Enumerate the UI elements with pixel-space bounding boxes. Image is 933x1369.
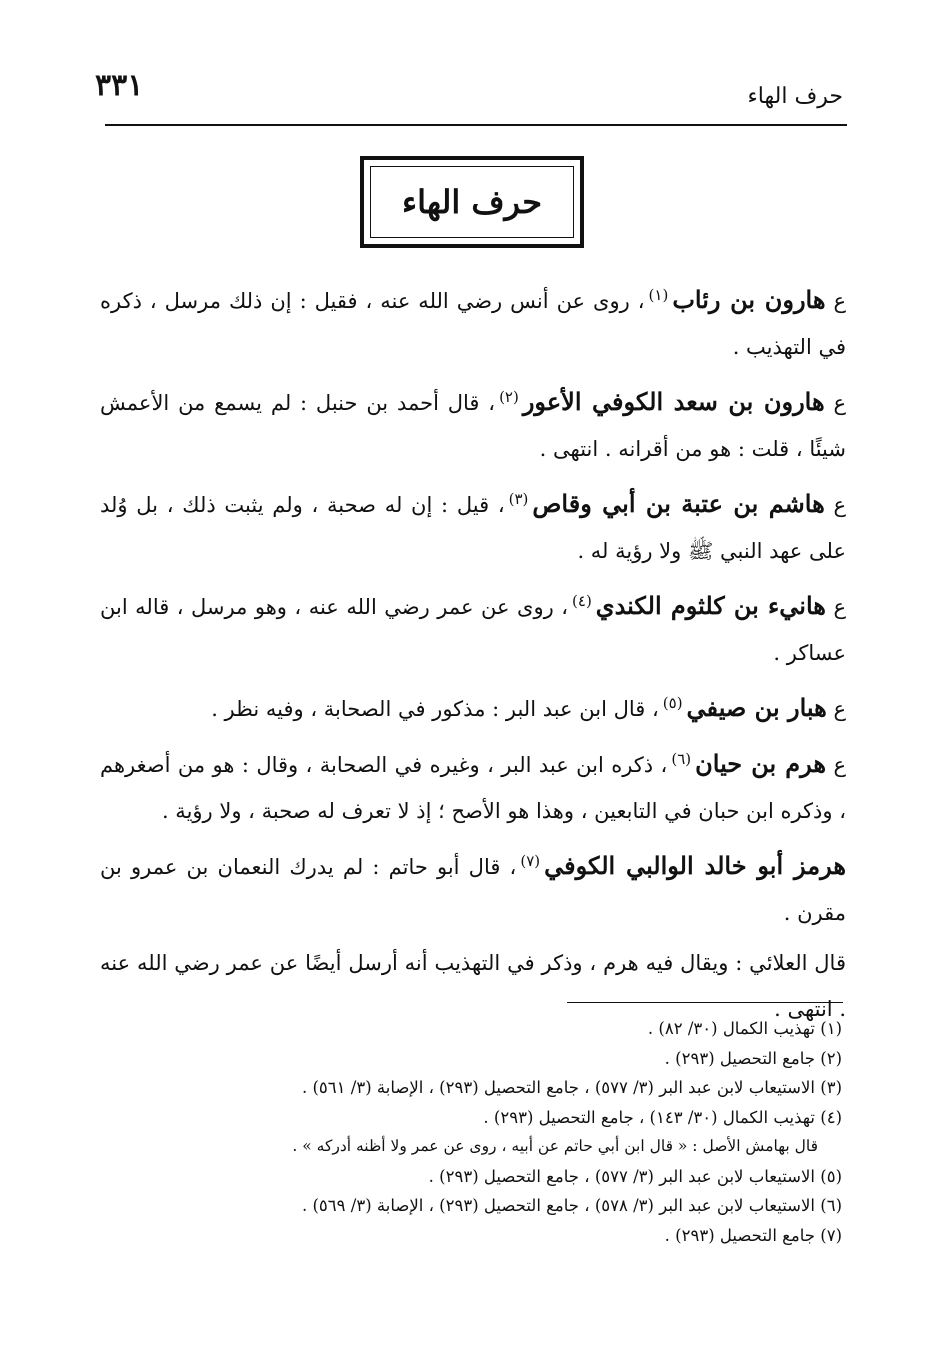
- entry-name: هبار بن صيفي: [686, 693, 827, 722]
- entry-prefix: ع: [833, 493, 846, 517]
- entry: [100, 736, 846, 834]
- header-rule: [105, 124, 847, 126]
- entry-text: ، روى عن عمر رضي الله عنه ، وهو مرسل ، قاله ابن عساكر .: [100, 595, 846, 665]
- entry-text: ، روى عن أنس رضي الله عنه ، فقيل : إن ذلك مرسل ، ذكره في التهذيب .: [100, 289, 846, 359]
- entry-text: ، قيل : إن له صحبة ، ولم يثبت ذلك ، بل وُلد على عهد النبي ﷺ ولا رؤية له .: [100, 493, 846, 563]
- footnote-ref: (٥): [662, 694, 683, 712]
- footnote-6: (٦) الاستيعاب لابن عبد البر (٣/ ٥٧٨) ، جامع التحصيل (٢٩٣) ، الإصابة (٣/ ٥٦٩) .: [301, 1196, 842, 1215]
- entry-name: هارون بن سعد الكوفي الأعور: [522, 387, 825, 416]
- footnote-ref: (١): [648, 286, 669, 304]
- footnote-4: (٤) تهذيب الكمال (٣٠/ ١٤٣) ، جامع التحصيل (٢٩٣) .: [483, 1107, 842, 1127]
- footnote-ref: (٣): [508, 490, 529, 508]
- entry: [100, 476, 846, 574]
- running-title: حرف الهاء: [747, 84, 843, 109]
- entry-text: ، قال أبو حاتم : لم يدرك النعمان بن عمرو بن مقرن .: [100, 855, 846, 925]
- entry-text: ، قال أحمد بن حنبل : لم يسمع من الأعمش شيئًا ، قلت : هو من أقرانه . انتهى .: [100, 391, 846, 461]
- footnote-4-margin-note: قال بهامش الأصل : « قال ابن أبي حاتم عن أبيه ، روى عن عمر ولا أظنه أدركه » .: [292, 1137, 818, 1155]
- body-text: [100, 272, 846, 1036]
- footnote-ref: (٦): [671, 750, 692, 768]
- footnote-1: (١) تهذيب الكمال (٣٠/ ٨٢) .: [647, 1019, 842, 1038]
- entry-text: ، ذكره ابن عبد البر ، وغيره في الصحابة ، وقال : هو من أصغرهم ، وذكره ابن حبان في التابعين ، وهذا هو الأصح ؛ إذ لا تعرف له صحبة ، ولا رؤية .: [100, 753, 846, 823]
- entry-name: هرمز أبو خالد الوالبي الكوفي: [544, 851, 846, 880]
- chapter-title: حرف الهاء: [402, 183, 542, 221]
- entry: [100, 374, 846, 472]
- chapter-title-frame: [370, 166, 574, 238]
- entry-prefix: ع: [833, 697, 846, 721]
- footnote-7: (٧) جامع التحصيل (٢٩٣) .: [664, 1225, 842, 1245]
- entry: [100, 680, 846, 732]
- entry: [100, 272, 846, 370]
- footnote-ref: (٧): [520, 852, 541, 870]
- footnote-ref: (٢): [499, 388, 519, 406]
- entry-prefix: ع: [833, 289, 846, 313]
- footnote-5: (٥) الاستيعاب لابن عبد البر (٣/ ٥٧٧) ، جامع التحصيل (٢٩٣) .: [428, 1166, 842, 1186]
- entry-name: هاشم بن عتبة بن أبي وقاص: [532, 489, 825, 518]
- entry-text: ، قال ابن عبد البر : مذكور في الصحابة ، وفيه نظر .: [211, 697, 659, 721]
- entry-name: هرم بن حيان: [695, 749, 827, 778]
- footnote-rule: [567, 1002, 843, 1003]
- entry-name: هانيء بن كلثوم الكندي: [595, 591, 826, 620]
- footnotes: [100, 1014, 842, 1250]
- entry-text: قال العلائي : ويقال فيه هرم ، وذكر في التهذيب أنه أرسل أيضًا عن عمر رضي الله عنه . انتهى .: [100, 951, 846, 1021]
- entry-prefix: ع: [833, 391, 846, 415]
- footnote-3: (٣) الاستيعاب لابن عبد البر (٣/ ٥٧٧) ، جامع التحصيل (٢٩٣) ، الإصابة (٣/ ٥٦١) .: [301, 1078, 842, 1097]
- chapter-title-box: [360, 156, 584, 248]
- entry-prefix: ع: [833, 595, 846, 619]
- entry: [100, 578, 846, 676]
- entry-name: هارون بن رئاب: [672, 285, 826, 314]
- footnote-2: (٢) جامع التحصيل (٢٩٣) .: [664, 1048, 842, 1068]
- page-number: ٣٣١: [95, 68, 144, 103]
- entry-prefix: ع: [833, 753, 846, 777]
- footnote-ref: (٤): [572, 592, 592, 610]
- entry: [100, 838, 846, 936]
